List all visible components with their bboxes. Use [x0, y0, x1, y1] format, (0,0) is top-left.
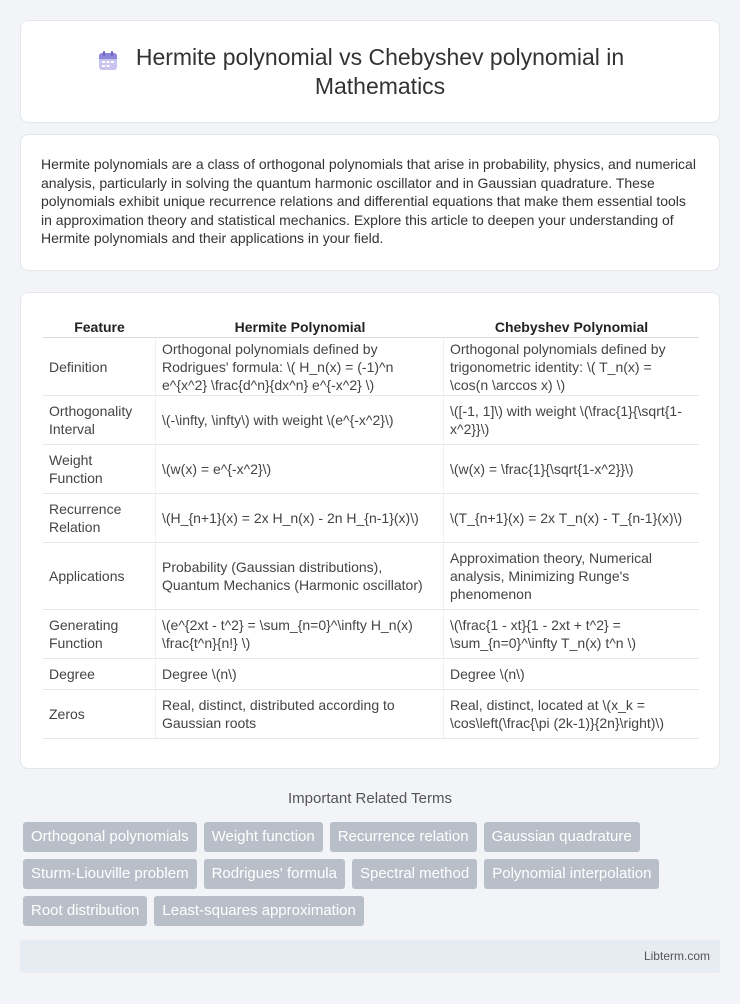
table-row: [43, 338, 699, 396]
table-row: [43, 610, 699, 659]
intro-paragraph: Hermite polynomials are a class of orthogonal polynomials that arise in probability, physics, and numerical analysis, particularly in solving the quantum harmonic oscillator and in Gaussian quadrature. These polynomials exhibit unique recurrence relations and differential equations that make them essential tools in approximation theory and statistical mechanics. Explore this article to deepen your understanding of Hermite polynomials and their applications in your field.: [41, 156, 696, 246]
table-row: [43, 494, 699, 543]
feature-cell: Orthogonality Interval: [43, 396, 156, 445]
chebyshev-cell: \(w(x) = \frac{1}{\sqrt{1-x^2}}\): [444, 445, 699, 494]
feature-cell: Weight Function: [43, 445, 156, 494]
footer-site-link[interactable]: Libterm.com: [643, 949, 710, 963]
related-term-tag[interactable]: Orthogonal polynomials: [23, 822, 197, 852]
chebyshev-cell: Real, distinct, located at \(x_k = \cos\left(\frac{\pi (2k-1)}{2n}\right)\): [444, 690, 699, 739]
table-row: [43, 659, 699, 690]
hermite-cell: Probability (Gaussian distributions), Quantum Mechanics (Harmonic oscillator): [156, 543, 444, 610]
related-terms-list: [23, 822, 703, 926]
related-term-tag[interactable]: Spectral method: [352, 859, 477, 889]
related-term-tag[interactable]: Weight function: [204, 822, 323, 852]
title-card: [20, 20, 720, 123]
header-chebyshev: Chebyshev Polynomial: [444, 313, 699, 338]
chebyshev-cell: Orthogonal polynomials defined by trigonometric identity: \( T_n(x) = \cos(n \arccos x) \): [444, 338, 699, 396]
hermite-cell: Real, distinct, distributed according to Gaussian roots: [156, 690, 444, 739]
intro-card: [20, 134, 720, 271]
chebyshev-cell: Degree \(n\): [444, 659, 699, 690]
header-hermite: Hermite Polynomial: [156, 313, 444, 338]
table-row: [43, 396, 699, 445]
comparison-card: [20, 292, 720, 769]
related-term-tag[interactable]: Least-squares approximation: [154, 896, 363, 926]
hermite-cell: \(-\infty, \infty\) with weight \(e^{-x^2}\): [156, 396, 444, 445]
footer: [20, 940, 720, 973]
feature-cell: Zeros: [43, 690, 156, 739]
feature-cell: Applications: [43, 543, 156, 610]
table-row: [43, 690, 699, 739]
related-term-tag[interactable]: Gaussian quadrature: [484, 822, 640, 852]
chebyshev-cell: \(\frac{1 - xt}{1 - 2xt + t^2} = \sum_{n=0}^\infty T_n(x) t^n \): [444, 610, 699, 659]
hermite-cell: Degree \(n\): [156, 659, 444, 690]
feature-cell: Recurrence Relation: [43, 494, 156, 543]
related-term-tag[interactable]: Polynomial interpolation: [484, 859, 659, 889]
header-feature: Feature: [43, 313, 156, 338]
hermite-cell: Orthogonal polynomials defined by Rodrigues' formula: \( H_n(x) = (-1)^n e^{x^2} \frac{d^n}{dx^n} e^{-x^2} \): [156, 338, 444, 396]
chebyshev-cell: \([-1, 1]\) with weight \(\frac{1}{\sqrt{1-x^2}}\): [444, 396, 699, 445]
feature-cell: Generating Function: [43, 610, 156, 659]
related-term-tag[interactable]: Root distribution: [23, 896, 147, 926]
comparison-table: [43, 313, 699, 739]
feature-cell: Degree: [43, 659, 156, 690]
related-term-tag[interactable]: Sturm-Liouville problem: [23, 859, 197, 889]
related-term-tag[interactable]: Rodrigues' formula: [204, 859, 345, 889]
feature-cell: Definition: [43, 338, 156, 396]
related-term-tag[interactable]: Recurrence relation: [330, 822, 477, 852]
related-terms-heading: Important Related Terms: [288, 790, 452, 807]
table-row: [43, 445, 699, 494]
chebyshev-cell: \(T_{n+1}(x) = 2x T_n(x) - T_{n-1}(x)\): [444, 494, 699, 543]
calendar-icon: [96, 49, 120, 73]
table-header-row: [43, 313, 699, 338]
chebyshev-cell: Approximation theory, Numerical analysis, Minimizing Runge's phenomenon: [444, 543, 699, 610]
table-row: [43, 543, 699, 610]
page-title: Hermite polynomial vs Chebyshev polynomial in Mathematics: [135, 43, 625, 99]
hermite-cell: \(w(x) = e^{-x^2}\): [156, 445, 444, 494]
hermite-cell: \(H_{n+1}(x) = 2x H_n(x) - 2n H_{n-1}(x)\): [156, 494, 444, 543]
hermite-cell: \(e^{2xt - t^2} = \sum_{n=0}^\infty H_n(x) \frac{t^n}{n!} \): [156, 610, 444, 659]
